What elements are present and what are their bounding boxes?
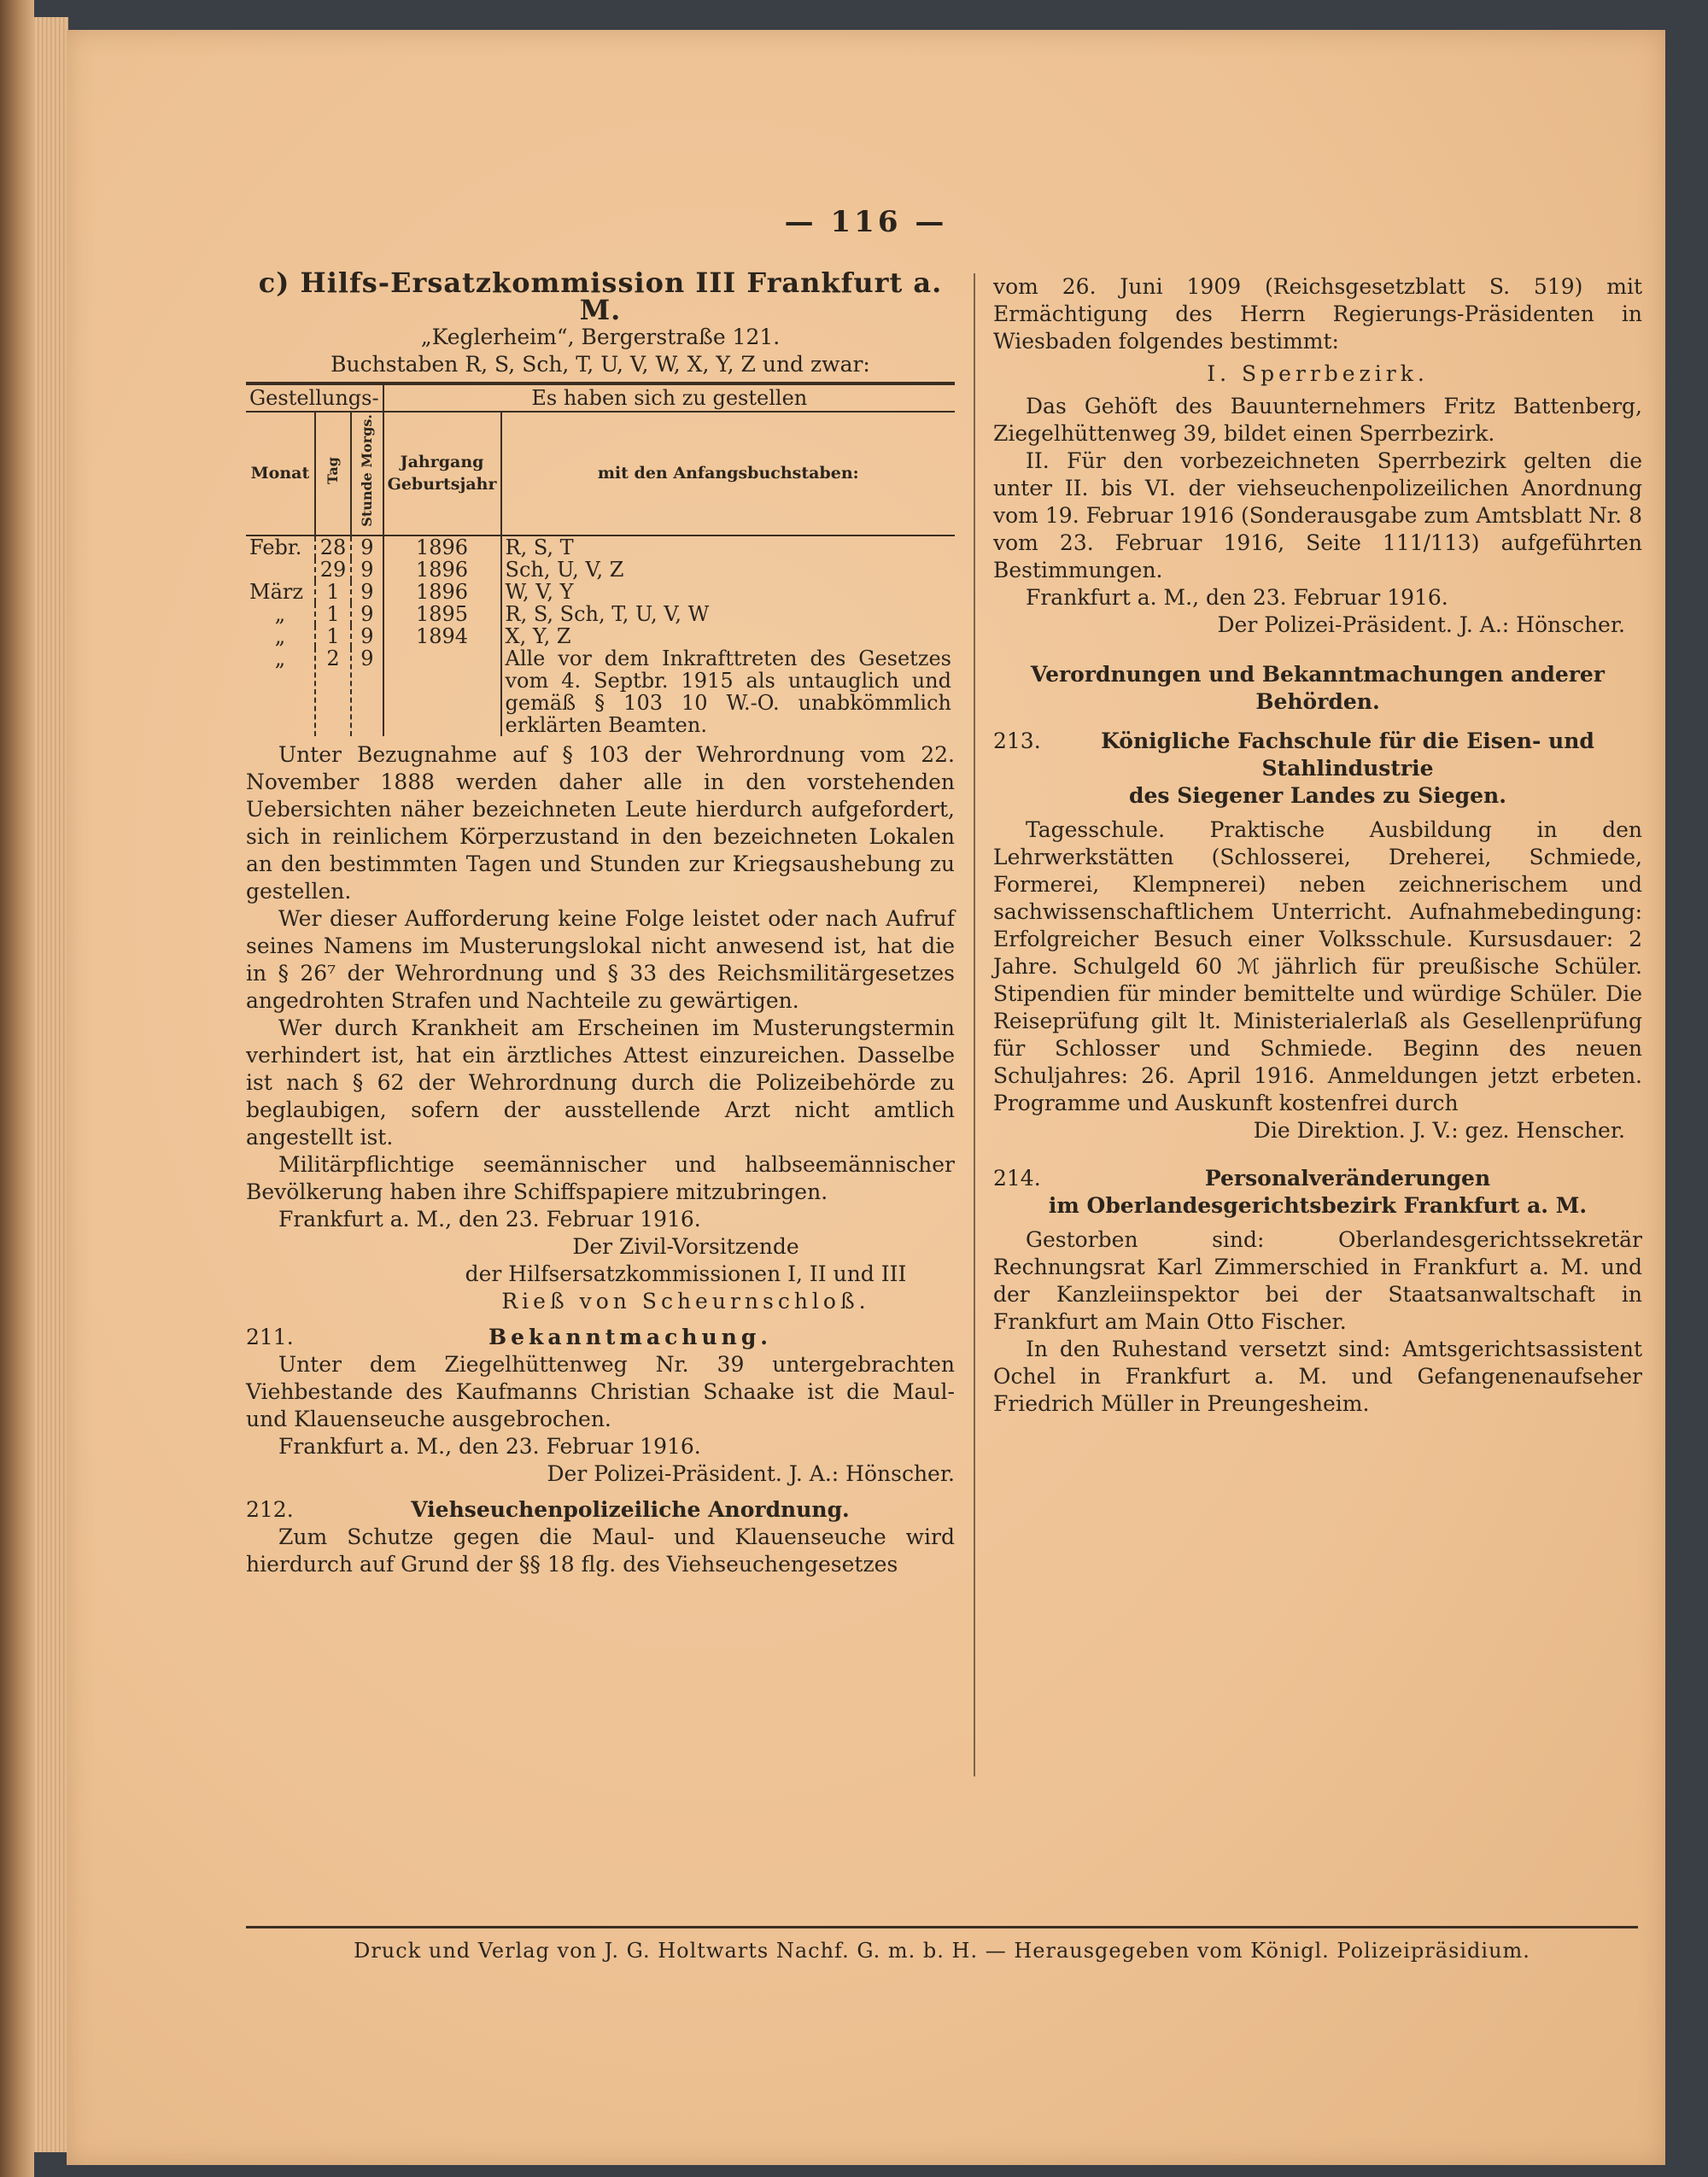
- cell-month: [246, 559, 315, 581]
- section-title: Personalveränderungen: [1204, 1166, 1491, 1191]
- column-divider: [974, 273, 975, 1776]
- cell-year: 1896: [383, 535, 501, 559]
- cell-day: 1: [315, 625, 351, 647]
- paragraph: Wer dieser Aufforderung keine Folge leistet oder nach Aufruf seines Namens im Musterungslokal nicht anwesend ist, hat die in § 26⁷ der Wehrordnung und § 33 des Reichsmilitärgesetzes angedrohten Strafen und Nachteile zu gewärtigen.: [246, 905, 955, 1013]
- cell-year: 1895: [383, 603, 501, 625]
- col-day: Tag: [324, 456, 341, 484]
- table-row: [246, 581, 955, 603]
- signature-line: Der Polizei-Präsident. J. A.: Hönscher.: [1217, 612, 1625, 637]
- cell-letters: Alle vor dem Inkrafttreten des Gesetzes vom 4. Septbr. 1915 als untauglich und gemäß § 103 10 W.-O. unabkömmlich erklärten Beamten.: [501, 647, 956, 736]
- table-row: [246, 603, 955, 625]
- cell-month: „: [274, 601, 286, 626]
- cell-hour: 9: [351, 603, 383, 625]
- cell-letters: R, S, Sch, T, U, V, W: [501, 603, 956, 625]
- section-number: 213.: [993, 729, 1041, 753]
- signature-line: Die Direktion. J. V.: gez. Henscher.: [1253, 1118, 1625, 1143]
- cell-month: Febr.: [249, 535, 302, 559]
- paragraph: II. Für den vorbezeichneten Sperrbezirk gelten die unter II. bis VI. der viehseuchenpolizeilichen Anordnung vom 19. Februar 1916 (Sonderausgabe zum Amtsblatt Nr. 8 vom 23. Februar 1916, Seite 111/113) aufgeführten Bestimmungen.: [993, 448, 1642, 582]
- section-title-line2: des Siegener Landes zu Siegen.: [1129, 783, 1506, 808]
- signature-line: Der Polizei-Präsident. J. A.: Hönscher.: [547, 1460, 955, 1486]
- cell-year: 1896: [383, 581, 501, 603]
- commission-heading: c) Hilfs-Ersatzkommission III Frankfurt a. M.: [258, 266, 943, 326]
- page-stack-edge: [34, 17, 68, 2152]
- paragraph: Unter dem Ziegelhüttenweg Nr. 39 untergebrachten Viehbestande des Kaufmanns Christian Schaake ist die Maul- und Klauenseuche ausgebrochen.: [246, 1351, 955, 1431]
- signature-line: Der Zivil-Vorsitzende: [572, 1233, 799, 1259]
- cell-day: 1: [315, 603, 351, 625]
- col-letters: mit den Anfangsbuchstaben:: [501, 412, 956, 535]
- right-column: [993, 273, 1642, 1418]
- group-head-2: Es haben sich zu gestellen: [383, 383, 955, 412]
- paragraph: Gestorben sind: Oberlandesgerichtssekretär Rechnungsrat Karl Zimmerschied in Frankfurt a. M. und der Kanzleiinspektor bei der Staatsanwaltschaft in Frankfurt am Main Otto Fischer.: [993, 1227, 1642, 1334]
- other-authorities-heading: Verordnungen und Bekanntmachungen anderer Behörden.: [1031, 662, 1605, 714]
- cell-day: 1: [315, 581, 351, 603]
- section-title: Königliche Fachschule für die Eisen- und Stahlindustrie: [1101, 729, 1594, 781]
- cell-letters: X, Y, Z: [501, 625, 956, 647]
- cell-hour: 9: [351, 535, 383, 559]
- section-number: 212.: [246, 1496, 294, 1522]
- subsection-title: I. Sperrbezirk.: [1207, 361, 1429, 386]
- date-line: Frankfurt a. M., den 23. Februar 1916.: [1026, 585, 1448, 610]
- signature-name: Rieß von Scheurnschloß.: [501, 1288, 870, 1314]
- section-title: Bekanntmachung.: [488, 1324, 773, 1349]
- section-number: 211.: [246, 1324, 294, 1349]
- section-title-line2: im Oberlandesgerichtsbezirk Frankfurt a. M.: [1048, 1193, 1588, 1218]
- cell-year: 1894: [383, 625, 501, 647]
- page-number: — 116 —: [784, 205, 948, 239]
- paragraph: Militärpflichtige seemännischer und halbseemännischer Bevölkerung haben ihre Schiffspapiere mitzubringen.: [246, 1151, 955, 1204]
- section-213-header: [993, 728, 1642, 782]
- cell-letters: Sch, U, V, Z: [501, 559, 956, 581]
- paragraph: vom 26. Juni 1909 (Reichsgesetzblatt S. 519) mit Ermächtigung des Herrn Regierungs-Präsidenten in Wiesbaden folgendes bestimmt:: [993, 274, 1642, 354]
- cell-hour: 9: [351, 647, 383, 736]
- cell-year: 1896: [383, 559, 501, 581]
- col-hour: Stunde Morgs.: [358, 414, 375, 527]
- section-number: 214.: [993, 1166, 1041, 1191]
- paragraph: Wer durch Krankheit am Erscheinen im Musterungstermin verhindert ist, hat ein ärztliches Attest einzureichen. Dasselbe ist nach § 62 der Wehrordnung durch die Polizeibehörde zu beglaubigen, sofern der ausstellende Arzt nicht amtlich angestellt ist.: [246, 1015, 955, 1150]
- table-row: [246, 625, 955, 647]
- imprint-footer: Druck und Verlag von J. G. Holtwarts Nachf. G. m. b. H. — Herausgegeben vom Königl. Polizeipräsidium.: [246, 1926, 1638, 1963]
- cell-month: „: [274, 646, 286, 670]
- section-title: Viehseuchenpolizeiliche Anordnung.: [411, 1496, 850, 1522]
- cell-day: 28: [315, 535, 351, 559]
- paragraph: In den Ruhestand versetzt sind: Amtsgerichtsassistent Ochel in Frankfurt a. M. und Gefangenenaufseher Friedrich Müller in Preungesheim.: [993, 1337, 1642, 1416]
- address-line: „Keglerheim“, Bergerstraße 121.: [420, 325, 781, 349]
- date-line: Frankfurt a. M., den 23. Februar 1916.: [278, 1206, 701, 1232]
- section-212-header: [246, 1496, 955, 1524]
- book-binding: [0, 0, 34, 2177]
- table-row: [246, 535, 955, 559]
- paragraph: Unter Bezugnahme auf § 103 der Wehrordnung vom 22. November 1888 werden daher alle in den vorstehenden Uebersichten näher bezeichneten Leute hierdurch aufgefordert, sich in reinlichem Körperzustand in den bezeichneten Lokalen an den bestimmten Tagen und Stunden zur Kriegsaushebung zu gestellen.: [246, 741, 955, 904]
- cell-month: „: [274, 623, 286, 648]
- section-214-header: [993, 1165, 1642, 1192]
- cell-letters: R, S, T: [501, 535, 956, 559]
- col-month: Monat: [246, 412, 315, 535]
- signature-line: der Hilfsersatzkommissionen I, II und III: [465, 1261, 907, 1286]
- cell-year: [383, 647, 501, 736]
- schedule-table: [246, 382, 955, 736]
- cell-hour: 9: [351, 559, 383, 581]
- paragraph: Zum Schutze gegen die Maul- und Klauenseuche wird hierdurch auf Grund der §§ 18 flg. des Viehseuchengesetzes: [246, 1524, 955, 1577]
- cell-day: 2: [315, 647, 351, 736]
- paragraph: Tagesschule. Praktische Ausbildung in den Lehrwerkstätten (Schlosserei, Dreherei, Schmiede, Formerei, Klempnerei) neben zeichnerischem und sachwissenschaftlichem Unterricht. Aufnahmebedingung: Erfolgreicher Besuch einer Volksschule. Kursusdauer: 2 Jahre. Schulgeld 60 ℳ jährlich für preußische Schüler. Stipendien für minder bemittelte und würdige Schüler. Die Reiseprüfung gilt lt. Ministerialerlaß als Gesellenprüfung für Schlosser und Schmiede. Beginn des neuen Schuljahres: 26. April 1916. Anmeldungen jetzt erbeten. Programme und Auskunft kostenfrei durch: [993, 817, 1642, 1115]
- paragraph: Das Gehöft des Bauunternehmers Fritz Battenberg, Ziegelhüttenweg 39, bildet einen Sperrbezirk.: [993, 394, 1642, 446]
- left-column: [246, 266, 955, 1578]
- col-year: Jahrgang Geburtsjahr: [383, 412, 501, 535]
- page: [67, 30, 1665, 2165]
- cell-month: März: [249, 579, 303, 604]
- cell-hour: 9: [351, 581, 383, 603]
- cell-hour: 9: [351, 625, 383, 647]
- section-211-header: [246, 1324, 955, 1351]
- letters-line: Buchstaben R, S, Sch, T, U, V, W, X, Y, Z und zwar:: [330, 352, 870, 377]
- date-line: Frankfurt a. M., den 23. Februar 1916.: [278, 1433, 701, 1459]
- group-head-1: Gestellungs-: [246, 383, 383, 412]
- cell-letters: W, V, Y: [501, 581, 956, 603]
- table-row: [246, 647, 955, 736]
- table-row: [246, 559, 955, 581]
- cell-day: 29: [315, 559, 351, 581]
